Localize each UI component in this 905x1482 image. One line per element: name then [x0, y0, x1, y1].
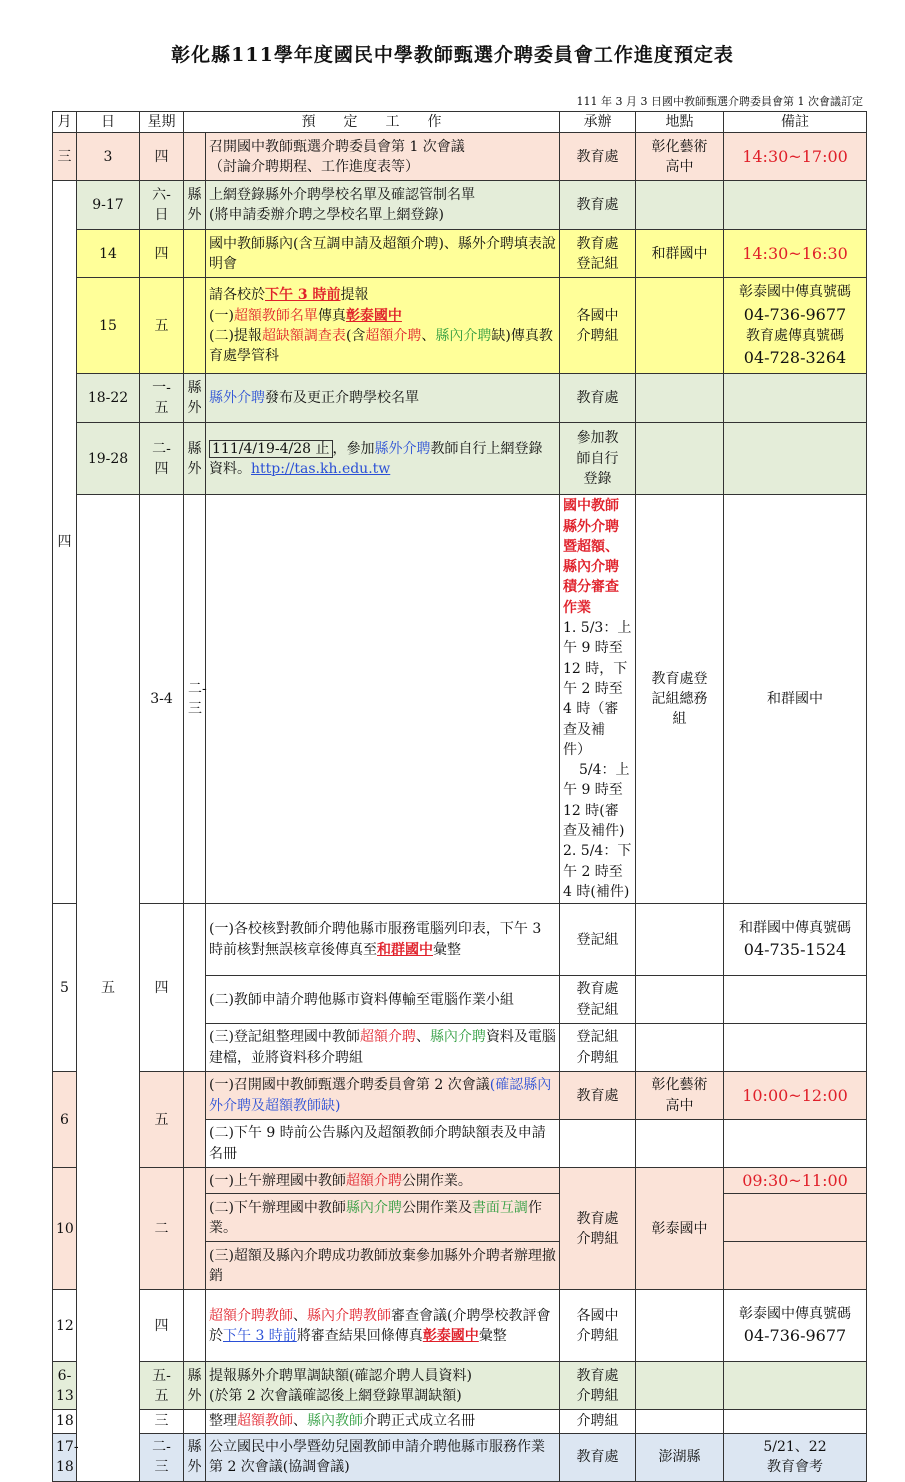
table-row [53, 278, 867, 374]
table-row [53, 904, 867, 976]
day-cell: 9-17 [77, 181, 140, 230]
work-cell: 國中教師縣內(含互調申請及超額介聘)、縣外介聘填表說明會 [206, 230, 560, 278]
weekday-cell: 一-五 [140, 374, 184, 423]
work-cell [206, 133, 560, 181]
date-range-box: 111/4/19-4/28 止 [209, 440, 333, 458]
work-text: (一)召開國中教師甄選介聘委員會第 2 次會議 [209, 1077, 490, 1094]
work-cell [206, 1024, 560, 1072]
page-title: 彰化縣111學年度國民中學教師甄選介聘委員會工作進度預定表 [171, 44, 734, 66]
table-row [53, 495, 867, 904]
month-cell: 三 [53, 133, 77, 181]
host-cell: 教育處 [560, 374, 636, 423]
section-title: 國中教師縣外介聘暨超額、縣內介聘積分審查作業 [563, 498, 619, 616]
header-month: 月 [53, 112, 77, 133]
note-cell: 10:00~12:00 [724, 1072, 867, 1120]
fax-number: 04-736-9677 [743, 1326, 847, 1346]
work-text: (一)上午辦理國中教師 [209, 1172, 346, 1189]
weekday-cell: 二-三 [140, 1433, 184, 1481]
host-cell: 介聘組 [560, 1410, 636, 1433]
place-cell: 彰化藝術高中 [636, 1072, 724, 1120]
host-cell: 登記組 [560, 904, 636, 976]
day-cell: 17-18 [53, 1433, 77, 1481]
work-line: 5/4：上午 9 時至 12 時(審查及補件) [563, 762, 630, 840]
work-text: (二)下午辦理國中教師 [209, 1199, 346, 1216]
highlight-text: 超額介聘 [365, 327, 422, 344]
day-cell: 18 [53, 1410, 77, 1433]
host-cell: 教育處 [560, 133, 636, 181]
host-cell: 教育處介聘組 [560, 1168, 636, 1290]
day-cell: 6 [53, 1072, 77, 1168]
work-cell [206, 904, 560, 976]
host-cell: 各國中介聘組 [560, 1290, 636, 1362]
weekday-cell: 三 [140, 1410, 184, 1433]
school-name: 彰泰國中 [345, 307, 402, 324]
table-row [53, 230, 867, 278]
work-line: (於第 2 次會議確認後上網登錄單調缺額) [209, 1387, 462, 1404]
work-cell [206, 1072, 560, 1120]
day-cell: 3-4 [140, 495, 184, 904]
day-cell: 14 [77, 230, 140, 278]
work-text: 公開作業。 [401, 1172, 472, 1189]
host-cell: 教育處 [560, 181, 636, 230]
work-cell: 公立國民中小學暨幼兒園教師申請介聘他縣市服務作業第 2 次會議(協調會議) [206, 1433, 560, 1481]
deadline-text: 下午 3 時前 [223, 1327, 297, 1344]
day-cell: 15 [77, 278, 140, 374]
work-text: (含 [345, 327, 366, 344]
fax-number: 04-735-1524 [743, 940, 847, 960]
day-cell: 18-22 [77, 374, 140, 423]
day-cell: 19-28 [77, 423, 140, 495]
host-cell: 教育處 [560, 1072, 636, 1120]
highlight-text: 超缺額調查表 [261, 327, 346, 344]
weekday-cell: 六-日 [140, 181, 184, 230]
deadline-text: 下午 3 時前 [265, 287, 341, 304]
work-text: 作業。 [209, 1199, 542, 1236]
work-line: (將申請委辦介聘之學校名單上網登錄) [209, 207, 444, 224]
work-text: (二)提報 [209, 327, 262, 344]
work-cell: (三)超額及縣內介聘成功教師放棄參加縣外介聘者辦理撤銷 [206, 1242, 560, 1290]
work-cell [206, 423, 560, 495]
note-line: 彰泰國中傳真號碼 [739, 1306, 851, 1323]
highlight-text: 縣內介聘 [345, 1199, 402, 1216]
highlight-text: 縣外介聘 [209, 390, 265, 407]
work-text: 整理 [209, 1413, 237, 1430]
highlight-text: 縣外介聘 [374, 440, 431, 457]
work-cell [206, 181, 560, 230]
scope-cell: 縣外 [184, 1362, 206, 1410]
note-line: 5/21、22 [763, 1438, 827, 1455]
table-row [53, 1072, 867, 1120]
weekday-cell: 五-五 [140, 1362, 184, 1410]
host-cell: 參加教師自行登錄 [560, 423, 636, 495]
scope-cell: 縣外 [184, 1433, 206, 1481]
weekday-cell: 四 [140, 1290, 184, 1362]
highlight-text: 縣內教師 [307, 1413, 363, 1430]
school-name: 彰泰國中 [422, 1327, 479, 1344]
work-text: 介聘正式成立名冊 [363, 1413, 475, 1430]
work-cell [206, 278, 560, 374]
note-cell: 09:30~11:00 [724, 1168, 867, 1194]
note-line: 彰泰國中傳真號碼 [739, 284, 851, 301]
header-day: 日 [77, 112, 140, 133]
work-text: 彙整 [433, 941, 461, 958]
note-cell: 14:30~17:00 [724, 133, 867, 181]
work-line: （討論介聘期程、工作進度表等） [209, 158, 419, 175]
host-cell: 登記組介聘組 [560, 1024, 636, 1072]
host-cell: 教育處登記組總務組 [636, 495, 724, 904]
place-cell: 和群國中 [724, 495, 867, 904]
weekday-cell: 二-三 [184, 495, 206, 904]
highlight-text: 書面互調 [471, 1199, 528, 1216]
highlight-text: 縣內介聘教師 [307, 1307, 391, 1324]
highlight-text: 超額介聘教師 [209, 1307, 293, 1324]
host-cell: 各國中介聘組 [560, 278, 636, 374]
header-note: 備註 [724, 112, 867, 133]
work-text: 缺)傳真教育處學管科 [209, 327, 553, 365]
work-line: 2. 5/4：下午 2 時至 4 時(補件) [563, 843, 632, 900]
highlight-text: 縣內介聘 [435, 327, 492, 344]
work-line: 提報縣外介聘單調缺額(確認介聘人員資料) [209, 1367, 472, 1384]
host-cell: 教育處 [560, 1433, 636, 1481]
note-cell [724, 1433, 867, 1481]
table-row [53, 374, 867, 423]
school-name: 和群國中 [377, 941, 433, 958]
work-text: 發布及更正介聘學校名單 [265, 390, 419, 407]
work-text: 、 [293, 1307, 307, 1324]
header-host: 承辦 [560, 112, 636, 133]
header-place: 地點 [636, 112, 724, 133]
month-cell: 四 [53, 181, 77, 904]
work-text: 資料及電腦建檔，並將資料移介聘組 [209, 1029, 556, 1066]
table-row [53, 1410, 867, 1433]
work-line: 1. 5/3：上午 9 時至 12 時，下午 2 時至 4 時（審查及補件） [563, 620, 632, 758]
highlight-text: (確認縣內外介聘及超額教師缺) [209, 1077, 552, 1114]
work-cell [206, 1194, 560, 1242]
highlight-text: 超額介聘 [359, 1029, 416, 1046]
weekday-cell: 五 [140, 1072, 184, 1168]
work-text: 公開作業及 [401, 1199, 472, 1216]
note-line: 教育處傳真號碼 [746, 327, 844, 344]
work-text: ，參加 [332, 440, 375, 457]
host-cell: 教育處登記組 [560, 230, 636, 278]
work-text: (一)各校核對教師介聘他縣市服務電腦列印表，下午 3 時前核對無誤核章後傳真至 [209, 921, 542, 958]
day-cell: 5 [53, 904, 77, 1072]
work-text: 提報 [340, 287, 369, 304]
work-text: 教師自行上網登錄資料。 [209, 440, 543, 477]
place-cell: 澎湖縣 [636, 1433, 724, 1481]
table-row [53, 423, 867, 495]
work-cell [206, 1410, 560, 1433]
document-subtitle: 111 年 3 月 3 日國中教師甄選介聘委員會第 1 次會議訂定 [576, 95, 863, 108]
note-cell [724, 278, 867, 374]
note-cell [724, 1290, 867, 1362]
host-cell: 教育處登記組 [560, 976, 636, 1024]
website-link[interactable]: http://tas.kh.edu.tw [251, 460, 391, 477]
table-row [53, 1362, 867, 1410]
header-row [53, 112, 867, 133]
host-cell: 教育處介聘組 [560, 1362, 636, 1410]
work-line: 召開國中教師甄選介聘委員會第 1 次會議 [209, 138, 465, 155]
note-cell [724, 904, 867, 976]
work-text: 傳真 [317, 307, 346, 324]
scope-cell: 縣外 [184, 181, 206, 230]
work-cell [206, 1290, 560, 1362]
work-cell [206, 1362, 560, 1410]
table-row [53, 1168, 867, 1194]
work-text: 彙整 [478, 1327, 507, 1344]
table-row [53, 1290, 867, 1362]
work-cell: (二)教師申請介聘他縣市資料傳輸至電腦作業小組 [206, 976, 560, 1024]
place-cell: 彰化藝術高中 [636, 133, 724, 181]
work-text: 、 [421, 327, 436, 344]
header-work: 預 定 工 作 [184, 112, 560, 133]
weekday-cell: 二-四 [140, 423, 184, 495]
day-cell: 3 [77, 133, 140, 181]
work-cell [206, 374, 560, 423]
work-line: 上網登錄縣外介聘學校名單及確認管制名單 [209, 187, 475, 203]
work-cell [560, 495, 636, 904]
schedule-table [52, 111, 867, 1482]
work-text: 、 [293, 1413, 307, 1430]
month-cell: 五 [77, 495, 140, 1481]
work-text: (一) [209, 307, 234, 324]
note-line: 教育會考 [767, 1459, 823, 1476]
weekday-cell: 五 [140, 278, 184, 374]
note-line: 和群國中傳真號碼 [739, 919, 851, 936]
header-weekday: 星期 [140, 112, 184, 133]
scope-cell: 縣外 [184, 423, 206, 495]
day-cell: 6-13 [53, 1362, 77, 1410]
work-text: 將審查結果回條傳真 [296, 1327, 423, 1344]
place-cell: 和群國中 [636, 230, 724, 278]
highlight-text: 超額教師名單 [233, 307, 318, 324]
table-row [53, 133, 867, 181]
work-cell [206, 1168, 560, 1194]
work-cell: (二)下午 9 時前公告縣內及超額教師介聘缺額表及申請名冊 [206, 1120, 560, 1168]
work-text: 審查會議(介聘學校教評會於 [209, 1307, 551, 1344]
highlight-text: 縣內介聘 [429, 1029, 486, 1046]
weekday-cell: 四 [140, 904, 184, 1072]
weekday-cell: 二 [140, 1168, 184, 1290]
table-row [53, 1433, 867, 1481]
work-text: (三)登記組整理國中教師 [209, 1029, 360, 1046]
scope-cell: 縣外 [184, 374, 206, 423]
weekday-cell: 四 [140, 133, 184, 181]
highlight-text: 超額教師 [237, 1413, 293, 1430]
note-cell: 14:30~16:30 [724, 230, 867, 278]
fax-number: 04-728-3264 [743, 348, 847, 368]
day-cell: 12 [53, 1290, 77, 1362]
table-row [53, 181, 867, 230]
fax-number: 04-736-9677 [743, 304, 847, 324]
work-text: 請各校於 [209, 287, 265, 304]
highlight-text: 超額介聘 [345, 1172, 402, 1189]
work-text: 、 [415, 1029, 430, 1046]
weekday-cell: 四 [140, 230, 184, 278]
place-cell: 彰泰國中 [636, 1168, 724, 1290]
day-cell: 10 [53, 1168, 77, 1290]
